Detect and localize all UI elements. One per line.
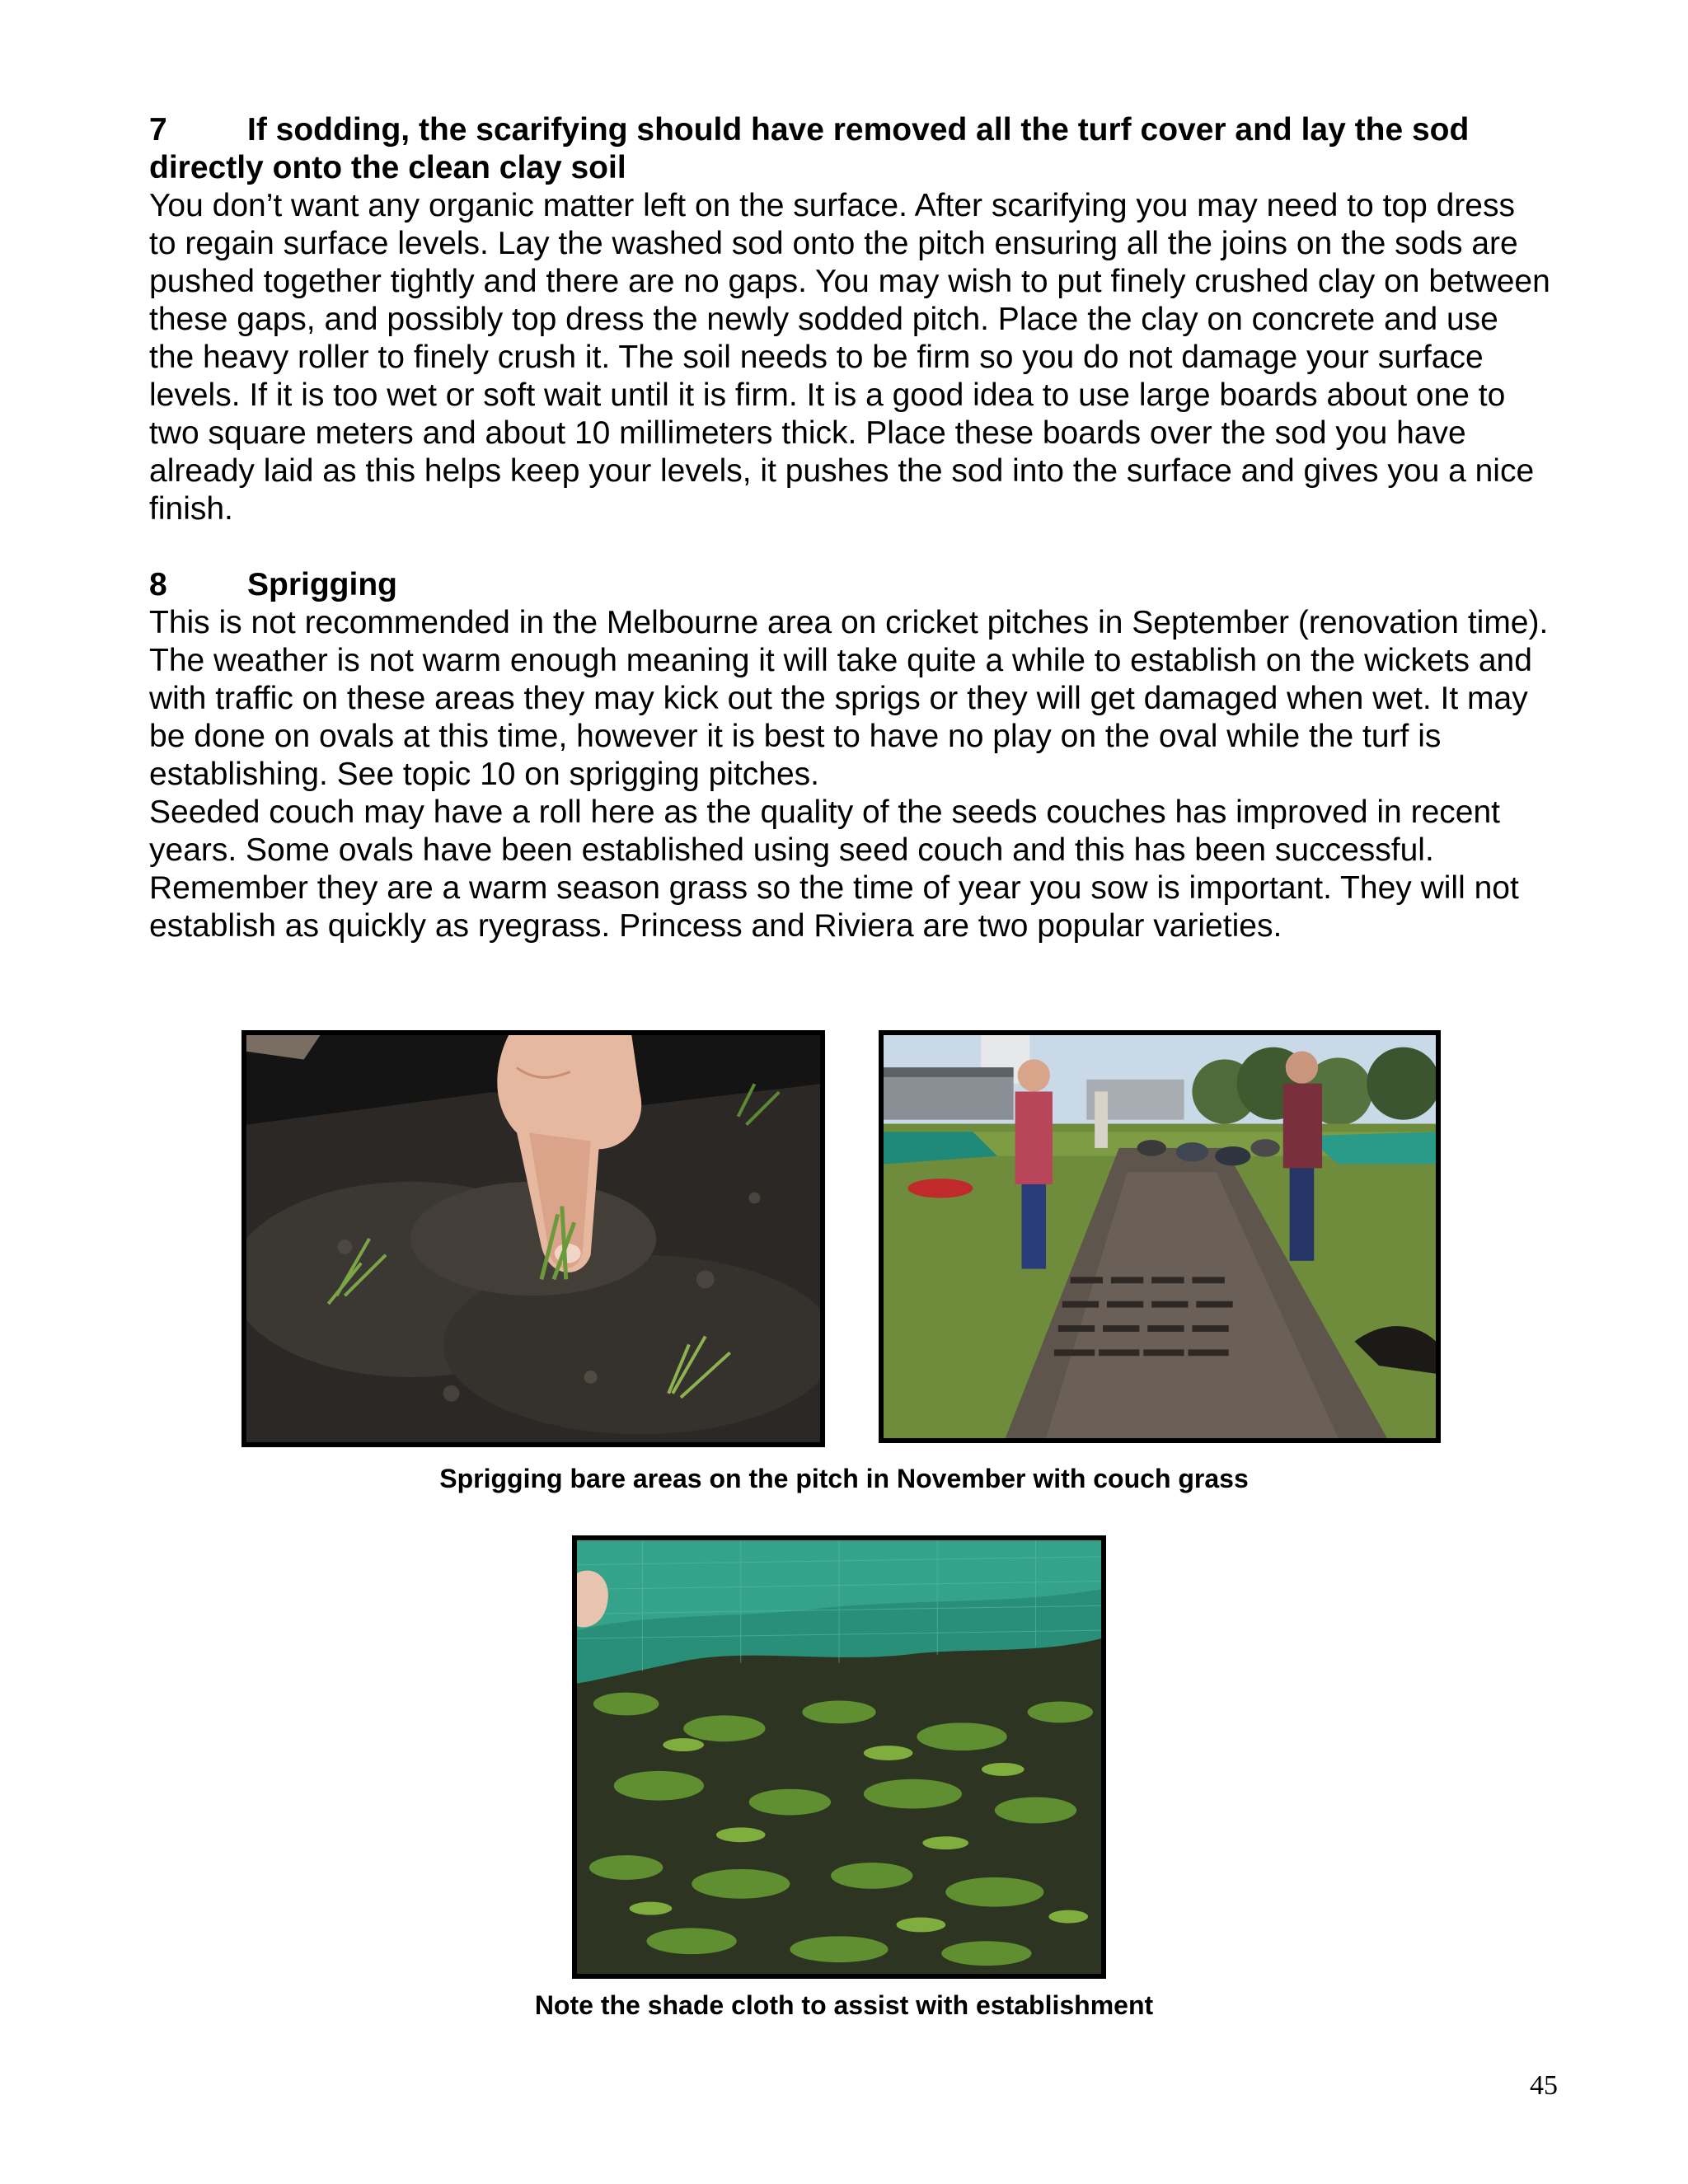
figure-caption-sprigging: Sprigging bare areas on the pitch in November with couch grass <box>439 1464 1249 1493</box>
section-7-body: You don’t want any organic matter left on the surface. After scarifying you may need to top dress to regain surface levels. Lay the washed sod onto the pitch ensuring all the joins on the sods are pushed together tightly and there are no gaps. You may wish to put finely crushed clay on between these gaps, and possibly top dress the newly sodded pitch. Place the clay on concrete and use the heavy roller to finely crush it. The soil needs to be firm so you do not damage your surface levels. If it is too wet or soft wait until it is firm. It is a good idea to use large boards about one to two square meters and about 10 millimeters thick. Place these boards over the sod you have already laid as this helps keep your levels, it pushes the sod into the surface and gives you a nice finish. <box>149 188 1550 527</box>
photo-sprigging-closeup <box>241 1030 825 1447</box>
sprigging-closeup-image <box>246 1035 820 1442</box>
section-7-heading <box>149 111 1550 187</box>
section-8 <box>149 566 1550 945</box>
page-number: 45 <box>1530 2070 1558 2101</box>
photo-shade-cloth <box>572 1535 1106 1979</box>
shade-cloth-image <box>577 1540 1101 1974</box>
section-7-heading-text: If sodding, the scarifying should have removed all the turf cover and lay the sod directly onto the clean clay soil <box>149 112 1470 185</box>
sprigging-pitch-image <box>884 1035 1436 1438</box>
section-7 <box>149 111 1550 528</box>
section-7-number: 7 <box>149 112 167 148</box>
section-8-body-1: This is not recommended in the Melbourne area on cricket pitches in September (renovation time). The weather is not warm enough meaning it will take quite a while to establish on the wickets and with traffic on these areas they may kick out the sprigs or they will get damaged when wet. It may be done on ovals at this time, however it is best to have no play on the oval while the turf is establishing. See topic 10 on sprigging pitches. <box>149 605 1549 792</box>
section-8-body-2: Seeded couch may have a roll here as the quality of the seeds couches has improved in recent years. Some ovals have been established using seed couch and this has been successful. Remember they are a warm season grass so the time of year you sow is important. They will not establish as quickly as ryegrass. Princess and Riviera are two popular varieties. <box>149 794 1519 944</box>
section-8-number: 8 <box>149 567 167 602</box>
figure-caption-shade-cloth: Note the shade cloth to assist with establishment <box>534 1990 1154 2020</box>
photo-sprigging-pitch <box>879 1030 1441 1443</box>
section-8-heading <box>149 566 1550 604</box>
section-8-heading-text: Sprigging <box>247 567 397 602</box>
